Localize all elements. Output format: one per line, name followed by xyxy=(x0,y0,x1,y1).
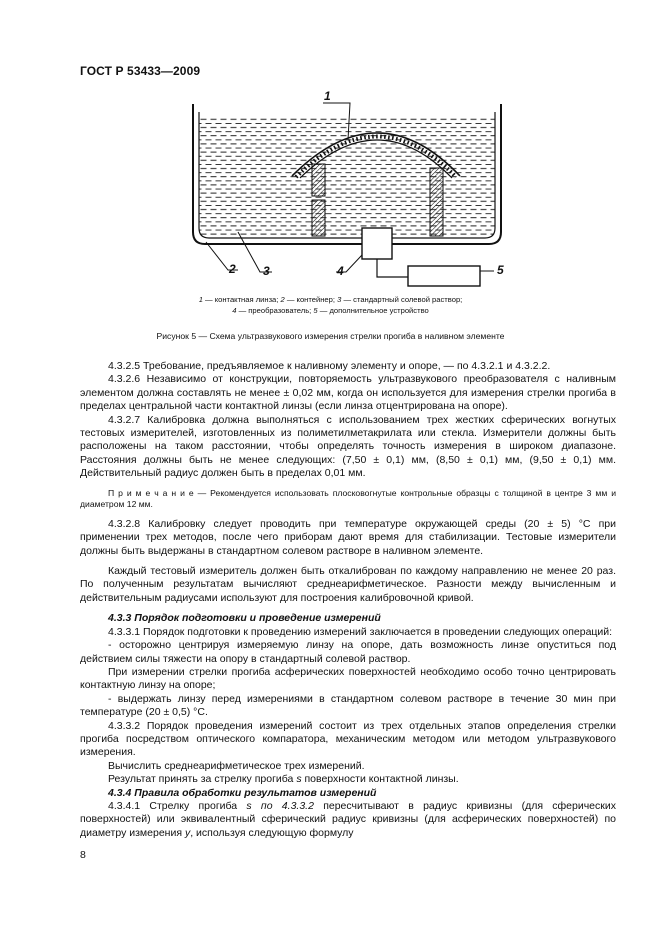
legend-item-3: 3 — стандартный солевой раствор; xyxy=(337,295,463,304)
callout-3: 3 xyxy=(263,264,270,278)
paragraph-text: П р и м е ч а н и е — Рекомендуется использовать плосковогнутые контрольные образцы с толщиной в центре 3 мм и диаметром 12 мм. xyxy=(80,487,616,510)
paragraph-text: Вычислить среднеарифметическое трех измерений. xyxy=(108,759,365,772)
paragraph-text: 4.3.2.8 Калибровку следует проводить при температуре окружающей среды (20 ± 5) °С при применении трех методов, после чего приборам дают время для стабилизации. Тестовые измерители должны быть выдержаны в стандартном солевом растворе в наливном элементе. xyxy=(80,517,616,557)
note-paragraph xyxy=(80,488,616,511)
paragraph-text: , используя следующую формулу xyxy=(190,826,354,839)
paragraph xyxy=(80,800,616,840)
figure-caption: Рисунок 5 — Схема ультразвукового измерения стрелки прогиба в наливном элементе xyxy=(156,331,505,341)
paragraph xyxy=(80,639,616,666)
paragraph-text: поверхности контактной линзы. xyxy=(301,773,459,786)
legend-item-2: 2 — контейнер; xyxy=(280,295,338,304)
paragraph-text: 4.3.3.1 Порядок подготовки к проведению измерений заключается в проведении следующих операций: xyxy=(108,625,613,638)
paragraph-text: 4.3.4.1 Стрелку прогиба xyxy=(108,799,247,812)
document-header: ГОСТ Р 53433—2009 xyxy=(80,64,201,78)
paragraph xyxy=(80,518,616,558)
figure-legend-line-1 xyxy=(0,295,661,306)
paragraph xyxy=(80,565,616,605)
callout-2: 2 xyxy=(229,262,236,276)
paragraph-text: 4.3.2.7 Калибровка должна выполняться с использованием трех жестких сферических вогнутых тестовых измерителей, изготовленных из полиметилметакрилата или стекла. Измерители должны быть расположены на таком расстоянии, чтобы определять точность измерения в широком диапазоне. Расстояния должны быть не менее следующих: (7,50 ± 0,1) мм, (8,50 ± 0,1) мм, (9,50 ± 0,1) мм. Действительный радиус должен быть в пределах 0,01 мм. xyxy=(80,413,616,480)
paragraph xyxy=(80,414,616,481)
transducer xyxy=(362,228,392,259)
paragraph xyxy=(80,693,616,720)
paragraph-text: s xyxy=(296,773,302,786)
callout-1: 1 xyxy=(324,89,331,103)
paragraph-text: y xyxy=(184,826,191,839)
additional-device xyxy=(408,266,480,286)
paragraph-text: При измерении стрелки прогиба асферических поверхностей необходимо особо точно центрировать контактную линзу на опоре; xyxy=(80,665,616,692)
paragraph-text: 4.3.2.5 Требование, предъявляемое к наливному элементу и опоре, — по 4.3.2.1 и 4.3.2.2. xyxy=(108,360,551,372)
paragraph-text: Каждый тестовый измеритель должен быть откалиброван по каждому направлению не менее 20 раз. По полученным результатам вычисляют среднеарифметическое. Разности между вычисленным и действительным радиусами используют для построения калибровочной кривой. xyxy=(80,565,616,604)
legend-item-5: 5 — дополнительное устройство xyxy=(313,305,429,315)
legend-item-4: 4 — преобразователь; xyxy=(232,305,314,315)
saline-solution xyxy=(199,118,495,238)
paragraph-text: 4.3.2.6 Независимо от конструкции, повторяемость ультразвукового преобразователя с наливным элементом должна составлять не менее ± 0,02 мм, когда он используется для измерения стрелки прогиба в пределах центральной части контактной линзы (если линза отцентрирована на опоре). xyxy=(80,373,616,413)
subsection-heading xyxy=(80,787,616,800)
paragraph xyxy=(80,373,616,413)
paragraph xyxy=(80,626,616,639)
subsection-heading xyxy=(80,612,616,625)
callout-5: 5 xyxy=(497,263,504,277)
paragraph xyxy=(80,720,616,760)
paragraph-text: - выдержать линзу перед измерениями в стандартном солевом растворе в течение 30 мин при температуре (20 ± 0,5) °С. xyxy=(80,692,616,719)
page-number: 8 xyxy=(80,849,86,861)
paragraph-text: - осторожно центрируя измеряемую линзу на опоре, дать возможность линзе опуститься под действием силы тяжести на опору в стандартный солевой раствор. xyxy=(80,639,616,665)
paragraph xyxy=(80,666,616,693)
paragraph-text: s по 4.3.3.2 xyxy=(246,799,314,812)
paragraph-text: 4.3.3 Порядок подготовки и проведение измерений xyxy=(108,612,381,625)
figure-5-diagram xyxy=(0,0,661,330)
paragraph xyxy=(80,760,616,773)
figure-legend-line-2 xyxy=(0,306,661,317)
paragraph xyxy=(80,773,616,786)
legend-item-1: 1 — контактная линза; xyxy=(198,295,281,304)
paragraph-text: пересчитывают в радиус кривизны (для сферических поверхностей) или эквивалентный сферический радиус кривизны (для асферических поверхностей) по диаметру измерения xyxy=(80,799,616,839)
paragraph-text: 4.3.4 Правила обработки результатов измерений xyxy=(108,786,377,799)
paragraph-text: 4.3.3.2 Порядок проведения измерений состоит из трех отдельных этапов определения стрелки прогиба посредством оптического компаратора, механическим методом или методом ультразвукового измерения. xyxy=(80,719,616,759)
callout-4: 4 xyxy=(337,264,344,278)
paragraph-text: Результат принять за стрелку прогиба xyxy=(108,773,297,786)
body-text xyxy=(80,360,616,840)
paragraph xyxy=(80,360,616,373)
